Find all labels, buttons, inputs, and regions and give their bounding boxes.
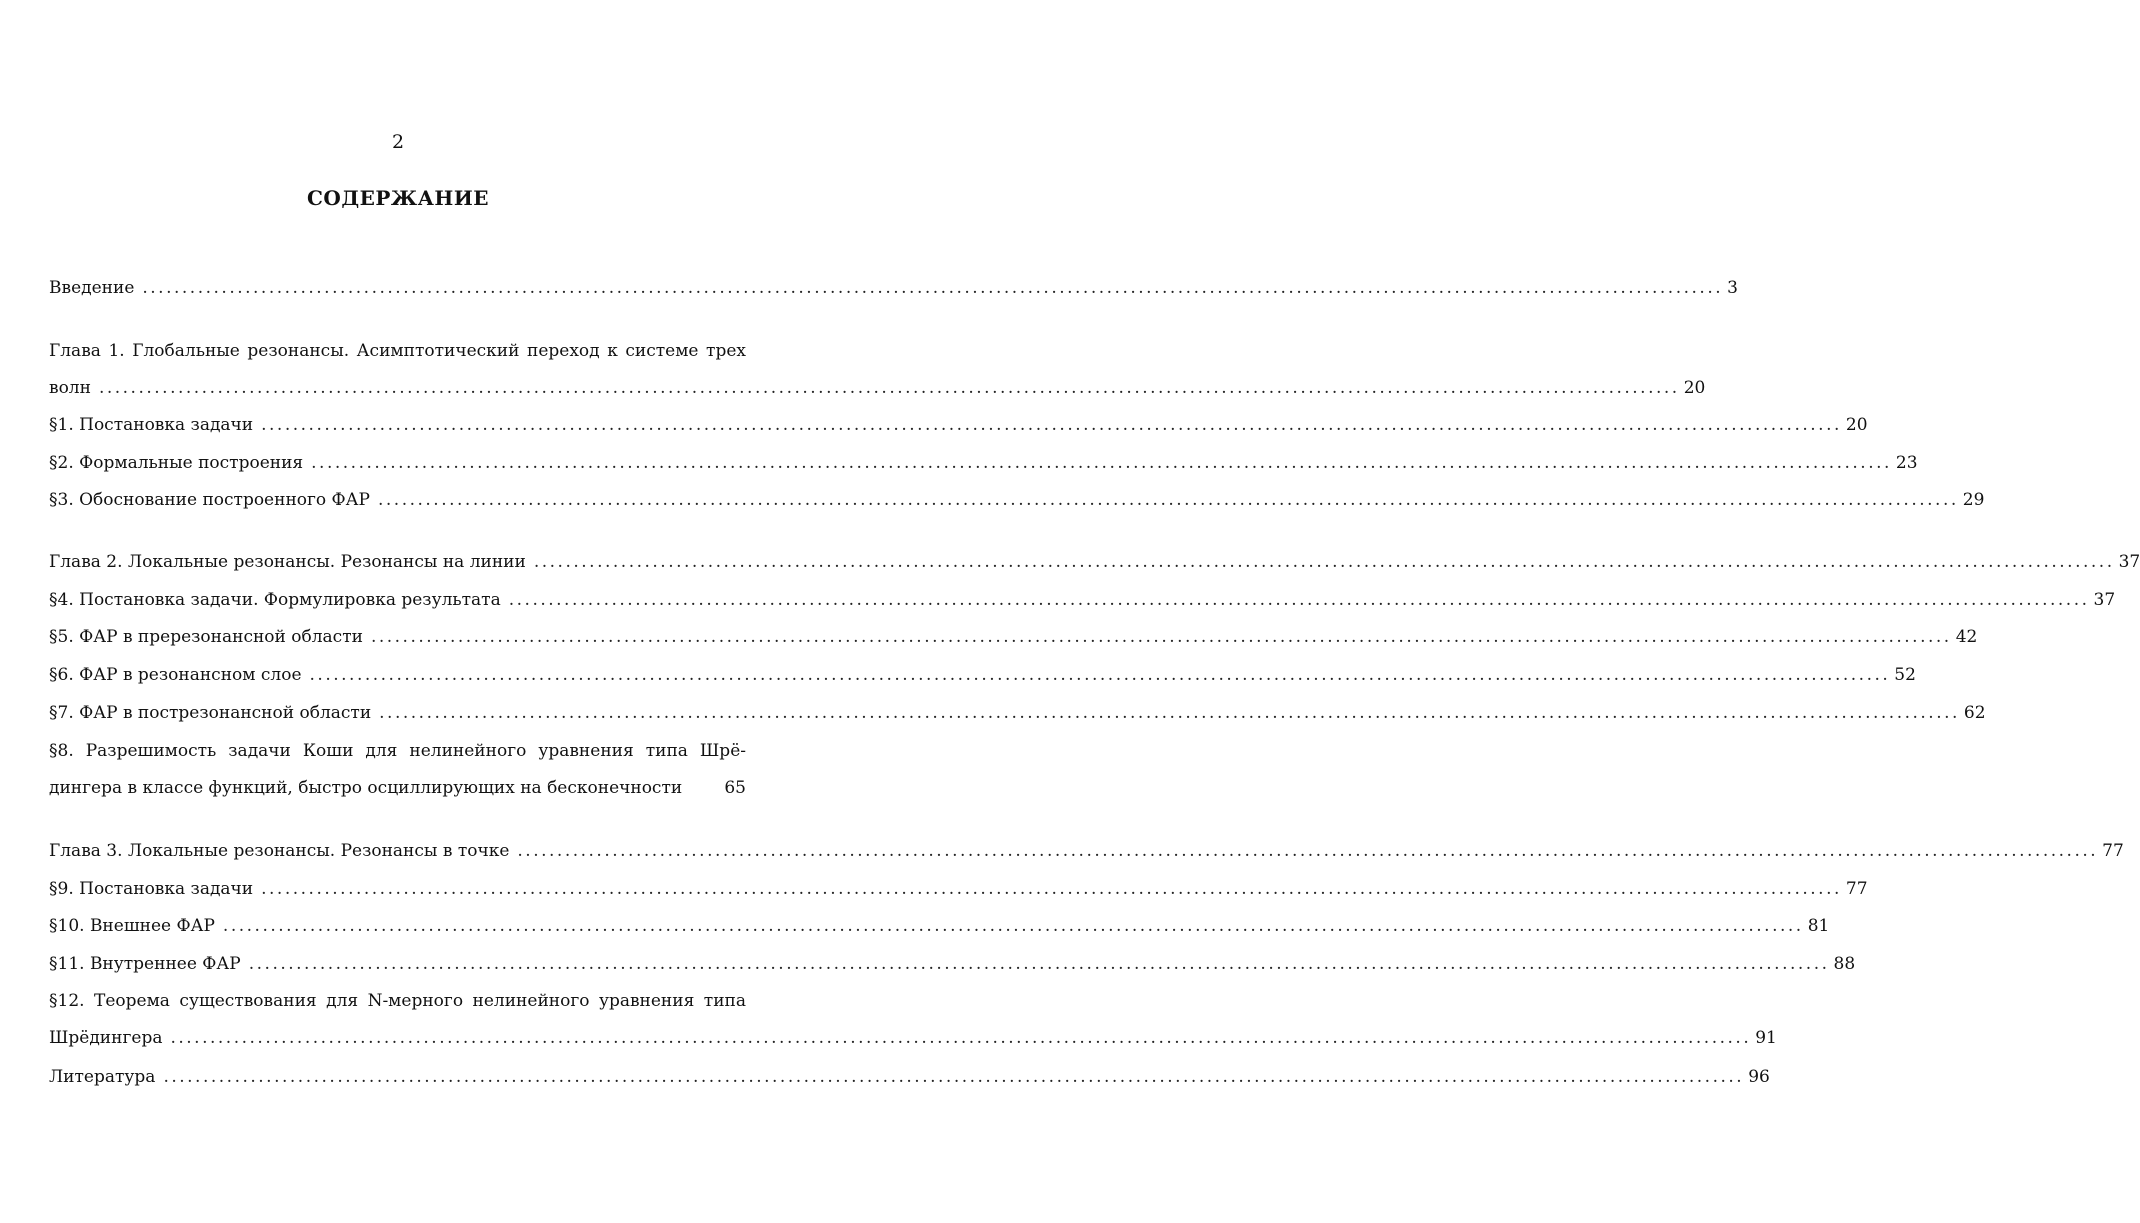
toc-entry-section-2[interactable] bbox=[49, 452, 1918, 474]
toc-entry-section-8[interactable] bbox=[49, 740, 746, 799]
toc-page: 52 bbox=[1894, 665, 1916, 685]
toc-label: §2. Формальные построения bbox=[49, 453, 304, 473]
toc-label: волн bbox=[49, 378, 91, 398]
toc-label-line: §12. Теорема существования для N-мерного нелинейного уравнения типа bbox=[49, 991, 746, 1011]
toc-leader: ........................................................................................................................................................................................................ bbox=[163, 1067, 1745, 1087]
toc-page: 91 bbox=[1755, 1028, 1777, 1048]
toc-label: Литература bbox=[49, 1067, 156, 1087]
toc-entry-section-1[interactable] bbox=[49, 414, 1868, 436]
toc-leader: ........................................................................................................................................................................................................ bbox=[533, 552, 2115, 572]
toc-page: 77 bbox=[2102, 841, 2124, 861]
toc-leader: ........................................................................................................................................................................................................ bbox=[98, 378, 1680, 398]
toc-page: 3 bbox=[1727, 278, 1738, 298]
toc-leader: ........................................................................................................................................................................................................ bbox=[377, 490, 1959, 510]
toc-page: 88 bbox=[1833, 954, 1856, 974]
toc-page: 77 bbox=[1845, 879, 1868, 899]
toc-leader: ........................................................................................................................................................................................................ bbox=[170, 1028, 1752, 1048]
toc-entry-section-7[interactable] bbox=[49, 702, 1986, 724]
toc-leader: ........................................................................................................................................................................................................ bbox=[508, 590, 2090, 610]
toc-page: 20 bbox=[1845, 415, 1868, 435]
toc-page: 29 bbox=[1962, 490, 1985, 510]
toc-leader: ........................................................................................................................................................................................................ bbox=[248, 954, 1830, 974]
toc-leader: ........................................................................................................................................................................................................ bbox=[261, 415, 1842, 435]
toc-label: §10. Внешнее ФАР bbox=[49, 916, 215, 936]
toc-leader: ........................................................................................................................................................................................................ bbox=[222, 916, 1804, 936]
toc-label: дингера в классе функций, быстро осциллирующих на бесконечности bbox=[49, 778, 683, 798]
toc-page: 62 bbox=[1963, 703, 1986, 723]
toc-leader: ........................................................................................................................................................................................................ bbox=[517, 841, 2099, 861]
toc-leader: ........................................................................................................................................................................................................ bbox=[142, 278, 1724, 298]
toc-label-line: Глава 1. Глобальные резонансы. Асимптотический переход к системе трех bbox=[49, 341, 746, 361]
toc-entry-chapter-2[interactable] bbox=[49, 551, 2140, 573]
toc-entry-references[interactable] bbox=[49, 1066, 1770, 1088]
toc-label: Введение bbox=[49, 278, 135, 298]
toc-entry-section-11[interactable] bbox=[49, 953, 1856, 975]
toc-entry-chapter-1[interactable] bbox=[49, 340, 1706, 399]
toc-label: §11. Внутреннее ФАР bbox=[49, 954, 241, 974]
toc-label: §6. ФАР в резонансном слое bbox=[49, 665, 302, 685]
toc-label: §4. Постановка задачи. Формулировка результата bbox=[49, 590, 501, 610]
toc-leader: ........................................................................................................................................................................................................ bbox=[311, 453, 1892, 473]
toc-entry-section-4[interactable] bbox=[49, 589, 2116, 611]
page-number: 2 bbox=[391, 131, 405, 153]
toc-entry-section-12[interactable] bbox=[49, 990, 1777, 1049]
toc-page: 37 bbox=[2118, 552, 2140, 572]
toc-page: 23 bbox=[1895, 453, 1918, 473]
toc-label: §3. Обоснование построенного ФАР bbox=[49, 490, 370, 510]
toc-page: 20 bbox=[1683, 378, 1706, 398]
toc-label-line: §8. Разрешимость задачи Коши для нелинейного уравнения типа Шрё- bbox=[49, 741, 746, 761]
toc-label: Шрёдингера bbox=[49, 1028, 163, 1048]
toc-page: 37 bbox=[2093, 590, 2116, 610]
toc-leader: ........................................................................................................................................................................................................ bbox=[370, 627, 1952, 647]
toc-label: §9. Постановка задачи bbox=[49, 879, 254, 899]
toc-label: §1. Постановка задачи bbox=[49, 415, 254, 435]
page-title: СОДЕРЖАНИЕ bbox=[307, 186, 489, 210]
toc-page: 42 bbox=[1955, 627, 1978, 647]
toc-label: Глава 3. Локальные резонансы. Резонансы в точке bbox=[49, 841, 510, 861]
toc-label: §5. ФАР в пререзонансной области bbox=[49, 627, 363, 647]
toc-entry-section-9[interactable] bbox=[49, 878, 1868, 900]
toc-entry-chapter-3[interactable] bbox=[49, 840, 2124, 862]
toc-page: 81 bbox=[1807, 916, 1830, 936]
toc-entry-intro[interactable] bbox=[49, 277, 1738, 299]
toc-page: 65 bbox=[724, 778, 746, 798]
toc-leader: ........................................................................................................................................................................................................ bbox=[309, 665, 1891, 685]
toc-label: Глава 2. Локальные резонансы. Резонансы на линии bbox=[49, 552, 526, 572]
toc-leader: ........................................................................................................................................................................................................ bbox=[379, 703, 1960, 723]
toc-label: §7. ФАР в пострезонансной области bbox=[49, 703, 372, 723]
toc-entry-section-5[interactable] bbox=[49, 626, 1978, 648]
toc-entry-section-10[interactable] bbox=[49, 915, 1830, 937]
toc-entry-section-3[interactable] bbox=[49, 489, 1985, 511]
toc-entry-section-6[interactable] bbox=[49, 664, 1916, 686]
toc-page: 96 bbox=[1748, 1067, 1770, 1087]
toc-leader: ........................................................................................................................................................................................................ bbox=[261, 879, 1842, 899]
